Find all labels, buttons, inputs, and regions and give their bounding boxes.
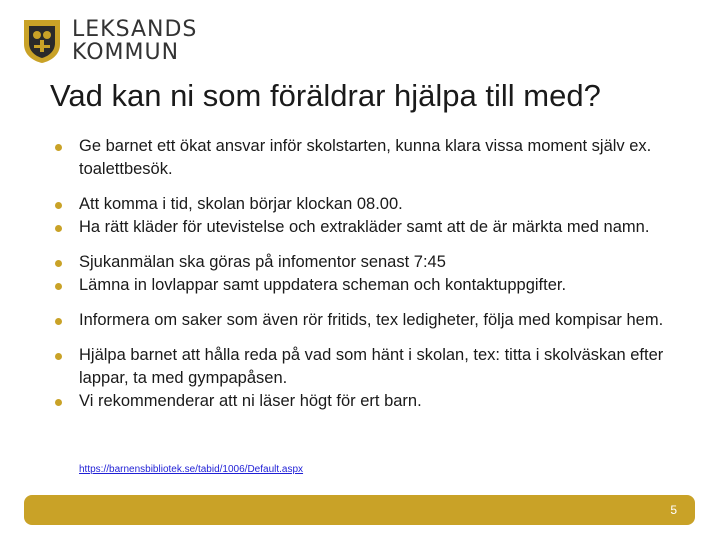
bullet-item: Ha rätt kläder för utevistelse och extrakläder samt att de är märkta med namn. bbox=[52, 216, 672, 239]
bullet-item: Sjukanmälan ska göras på infomentor senast 7:45 bbox=[52, 251, 672, 274]
bullet-item: Hjälpa barnet att hålla reda på vad som hänt i skolan, tex: titta i skolväskan efter lappar, ta med gympapåsen. bbox=[52, 344, 672, 390]
logo-line-1: LEKSANDS bbox=[72, 17, 198, 42]
bullet-dot-icon bbox=[55, 260, 62, 267]
footer-bar bbox=[24, 495, 695, 525]
bullet-item: Ge barnet ett ökat ansvar inför skolstarten, kunna klara vissa moment själv ex. toalettbesök. bbox=[52, 135, 672, 181]
bullet-item: Att komma i tid, skolan börjar klockan 08.00. bbox=[52, 193, 672, 216]
bullet-item: Informera om saker som även rör fritids, tex ledigheter, följa med kompisar hem. bbox=[52, 309, 672, 332]
bullet-dot-icon bbox=[55, 353, 62, 360]
bullet-dot-icon bbox=[55, 202, 62, 209]
barnensbibliotek-link[interactable]: https://barnensbibliotek.se/tabid/1006/Default.aspx bbox=[79, 464, 304, 475]
bullet-list bbox=[52, 135, 672, 413]
bullet-dot-icon bbox=[55, 318, 62, 325]
crest-icon bbox=[22, 18, 62, 64]
bullet-dot-icon bbox=[55, 225, 62, 232]
bullet-dot-icon bbox=[55, 399, 62, 406]
slide-title: Vad kan ni som föräldrar hjälpa till med? bbox=[50, 78, 601, 113]
leksands-kommun-logo bbox=[22, 18, 197, 64]
bullet-item: Vi rekommenderar att ni läser högt för ert barn. bbox=[52, 390, 672, 413]
bullet-item: Lämna in lovlappar samt uppdatera scheman och kontaktuppgifter. bbox=[52, 274, 672, 297]
bullet-dot-icon bbox=[55, 283, 62, 290]
logo-line-2: KOMMUN bbox=[72, 40, 180, 65]
page-number: 5 bbox=[670, 503, 677, 517]
bullet-dot-icon bbox=[55, 144, 62, 151]
